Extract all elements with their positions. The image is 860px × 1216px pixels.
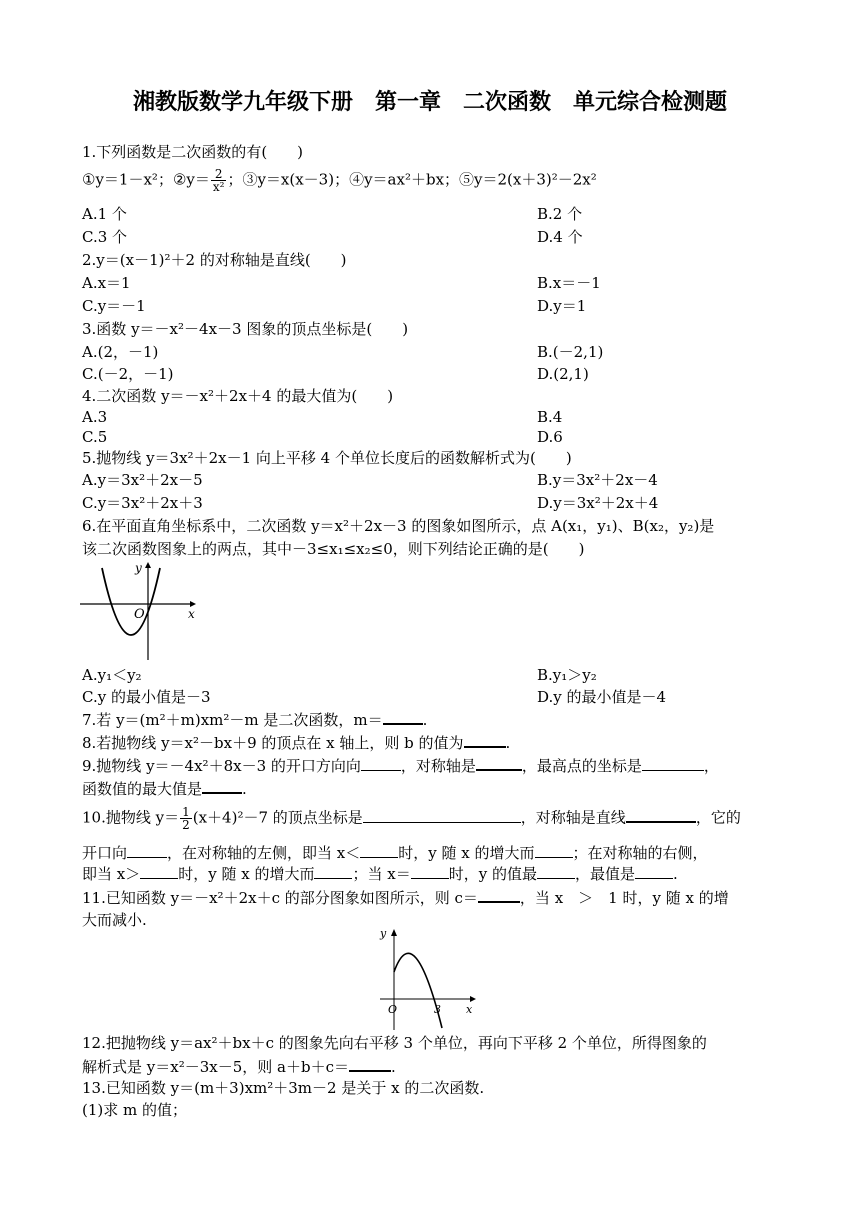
q9-line1 bbox=[82, 755, 719, 776]
q10-text-a: 10.抛物线 y＝ bbox=[82, 808, 180, 827]
q9-blank-direction[interactable] bbox=[361, 756, 401, 771]
q11-x-arrow bbox=[470, 996, 476, 1002]
q4-option-c: C.5 bbox=[82, 428, 108, 446]
q12-answer-blank[interactable] bbox=[349, 1056, 391, 1072]
q6-stem-line2: 该二次函数图象上的两点，其中－3≤x₁≤x₂≤0，则下列结论正确的是( ) bbox=[82, 540, 585, 558]
q11-label-3: 3 bbox=[434, 1003, 441, 1016]
q12-line1: 12.把抛物线 y＝ax²＋bx＋c 的图象先向右平移 3 个单位，再向下平移 2 个单位，所得图象的 bbox=[82, 1034, 707, 1052]
q5-stem: 5.抛物线 y＝3x²＋2x－1 向上平移 4 个单位长度后的函数解析式为( ) bbox=[82, 449, 572, 467]
q4-option-d: D.6 bbox=[537, 428, 563, 446]
q3-option-d: D.(2,1) bbox=[537, 365, 589, 383]
q10-fraction bbox=[180, 806, 192, 831]
q10-text-k: ；当 x＝ bbox=[352, 865, 411, 883]
q7-text-b: . bbox=[422, 711, 428, 729]
q7-answer-blank[interactable] bbox=[383, 709, 423, 725]
q9-line2 bbox=[82, 778, 247, 799]
q11-text-a: 11.已知函数 y＝－x²＋2x＋c 的部分图象如图所示，则 c＝ bbox=[82, 889, 478, 907]
q10-text-e: 开口向 bbox=[82, 844, 128, 862]
q10-text-g: 时，y 随 x 的增大而 bbox=[398, 844, 535, 862]
q6-option-a: A.y₁＜y₂ bbox=[82, 666, 142, 684]
q10-blank-vertex[interactable] bbox=[363, 808, 521, 823]
q11-parabola-figure bbox=[366, 924, 484, 1032]
q1-fraction bbox=[211, 168, 227, 193]
q10-text-m: ，最值是 bbox=[574, 865, 635, 883]
q7-text-a: 7.若 y＝(m²＋m)xm²－m 是二次函数，m＝ bbox=[82, 711, 383, 729]
q10-frac-den: 2 bbox=[182, 818, 190, 832]
q4-stem: 4.二次函数 y＝－x²＋2x＋4 的最大值为( ) bbox=[82, 387, 394, 405]
q10-blank-opening[interactable] bbox=[127, 843, 167, 858]
q2-option-a: A.x＝1 bbox=[82, 274, 131, 292]
q10-blank-right-trend[interactable] bbox=[314, 864, 352, 879]
q9-text-a: 9.抛物线 y＝－4x²＋8x－3 的开口方向向 bbox=[82, 757, 361, 775]
q11-blank-c[interactable] bbox=[478, 887, 520, 903]
q10-text-d: ，它的 bbox=[695, 808, 741, 827]
q10-blank-left-trend[interactable] bbox=[535, 843, 573, 858]
q11-label-y: y bbox=[380, 927, 387, 940]
q3-stem: 3.函数 y＝－x²－4x－3 图象的顶点坐标是( ) bbox=[82, 320, 409, 338]
q10-line3 bbox=[82, 864, 678, 884]
q10-text-n: . bbox=[672, 865, 678, 883]
q5-option-a: A.y＝3x²＋2x－5 bbox=[82, 471, 203, 489]
q6-y-arrow bbox=[145, 562, 151, 568]
q9-blank-max[interactable] bbox=[202, 778, 242, 794]
q2-option-d: D.y＝1 bbox=[537, 297, 587, 315]
q1-items bbox=[82, 168, 597, 193]
q1-frac-num: 2 bbox=[211, 168, 227, 181]
q12-text-b: 解析式是 y＝x²－3x－5，则 a＋b＋c＝ bbox=[82, 1058, 349, 1076]
q2-option-b: B.x＝－1 bbox=[537, 274, 601, 292]
q10-frac-num: 1 bbox=[182, 805, 190, 819]
q2-stem: 2.y＝(x－1)²＋2 的对称轴是直线( ) bbox=[82, 251, 347, 269]
q10-text-b: (x＋4)²－7 的顶点坐标是 bbox=[192, 808, 363, 827]
q9-text-f: . bbox=[242, 780, 247, 798]
q13-part1: (1)求 m 的值； bbox=[82, 1101, 188, 1119]
q11-y-arrow bbox=[391, 929, 397, 936]
q13-stem: 13.已知函数 y＝(m＋3)xm²＋3m－2 是关于 x 的二次函数. bbox=[82, 1079, 485, 1097]
q10-text-c: ，对称轴是直线 bbox=[520, 808, 626, 827]
q1-items-a: ①y＝1－x²；②y＝ bbox=[82, 170, 210, 189]
q12-text-c: . bbox=[390, 1058, 396, 1076]
q12-line2 bbox=[82, 1056, 396, 1077]
q3-option-a: A.(2，－1) bbox=[82, 343, 159, 361]
q10-text-l: 时，y 的值最 bbox=[448, 865, 537, 883]
q10-blank-left-x[interactable] bbox=[360, 843, 398, 858]
q9-text-d: ， bbox=[703, 757, 719, 775]
q1-frac-den: x² bbox=[212, 180, 225, 194]
q11-parabola-curve bbox=[394, 953, 442, 1028]
q6-option-d: D.y 的最小值是－4 bbox=[537, 688, 667, 706]
q6-parabola-curve bbox=[102, 568, 160, 635]
q1-stem: 1.下列函数是二次函数的有( ) bbox=[82, 143, 304, 161]
q6-label-x: x bbox=[188, 607, 195, 621]
q10-text-f: ，在对称轴的左侧，即当 x＜ bbox=[167, 844, 361, 862]
q7-line bbox=[82, 709, 427, 730]
q2-option-c: C.y＝－1 bbox=[82, 297, 146, 315]
q10-text-i: 即当 x＞ bbox=[82, 865, 141, 883]
q10-text-j: 时，y 随 x 的增大而 bbox=[178, 865, 315, 883]
q1-option-d: D.4 个 bbox=[537, 228, 583, 246]
q11-label-o: O bbox=[388, 1003, 398, 1016]
q9-text-b: ，对称轴是 bbox=[400, 757, 476, 775]
q1-option-c: C.3 个 bbox=[82, 228, 128, 246]
q10-line1 bbox=[82, 806, 741, 831]
q4-option-b: B.4 bbox=[537, 408, 563, 426]
q4-option-a: A.3 bbox=[82, 408, 108, 426]
q6-parabola-figure bbox=[80, 560, 200, 664]
q10-blank-extreme-type[interactable] bbox=[537, 864, 575, 879]
q8-answer-blank[interactable] bbox=[464, 732, 506, 748]
q5-option-d: D.y＝3x²＋2x＋4 bbox=[537, 494, 659, 512]
q11-line1 bbox=[82, 887, 729, 908]
q9-blank-axis[interactable] bbox=[476, 755, 522, 771]
q11-label-x: x bbox=[466, 1003, 473, 1016]
q11-line2: 大而减小. bbox=[82, 911, 147, 929]
q6-option-b: B.y₁＞y₂ bbox=[537, 666, 597, 684]
q8-text-b: . bbox=[505, 734, 511, 752]
q11-text-b: ，当 x ＞ 1 时，y 随 x 的增 bbox=[519, 889, 729, 907]
q10-text-h: ；在对称轴的右侧， bbox=[572, 844, 708, 862]
q5-option-b: B.y＝3x²＋2x－4 bbox=[537, 471, 658, 489]
q9-text-c: ，最高点的坐标是 bbox=[521, 757, 642, 775]
q10-blank-extreme-x[interactable] bbox=[411, 864, 449, 879]
q9-text-e: 函数值的最大值是 bbox=[82, 780, 203, 798]
q3-option-b: B.(－2,1) bbox=[537, 343, 604, 361]
q9-blank-vertex[interactable] bbox=[642, 756, 704, 771]
q1-option-a: A.1 个 bbox=[82, 205, 127, 223]
q10-blank-axis[interactable] bbox=[626, 807, 696, 823]
q8-line bbox=[82, 732, 510, 753]
page-title: 湘教版数学九年级下册 第一章 二次函数 单元综合检测题 bbox=[132, 90, 727, 115]
q1-option-b: B.2 个 bbox=[537, 205, 583, 223]
q10-line2 bbox=[82, 843, 708, 863]
q5-option-c: C.y＝3x²＋2x＋3 bbox=[82, 494, 203, 512]
q6-label-y: y bbox=[135, 561, 142, 575]
q10-blank-extreme-value[interactable] bbox=[635, 864, 673, 879]
q6-stem-line1: 6.在平面直角坐标系中，二次函数 y＝x²＋2x－3 的图象如图所示，点 A(x₁，y₁)、B(x₂，y₂)是 bbox=[82, 517, 715, 535]
q8-text-a: 8.若抛物线 y＝x²－bx＋9 的顶点在 x 轴上，则 b 的值为 bbox=[82, 734, 464, 752]
q6-option-c: C.y 的最小值是－3 bbox=[82, 688, 211, 706]
q1-items-b: ；③y＝x(x－3)；④y＝ax²＋bx；⑤y＝2(x＋3)²－2x² bbox=[227, 170, 597, 189]
q10-blank-right-x[interactable] bbox=[140, 864, 178, 879]
q3-option-c: C.(－2，－1) bbox=[82, 365, 174, 383]
q6-label-o: O bbox=[134, 607, 145, 622]
